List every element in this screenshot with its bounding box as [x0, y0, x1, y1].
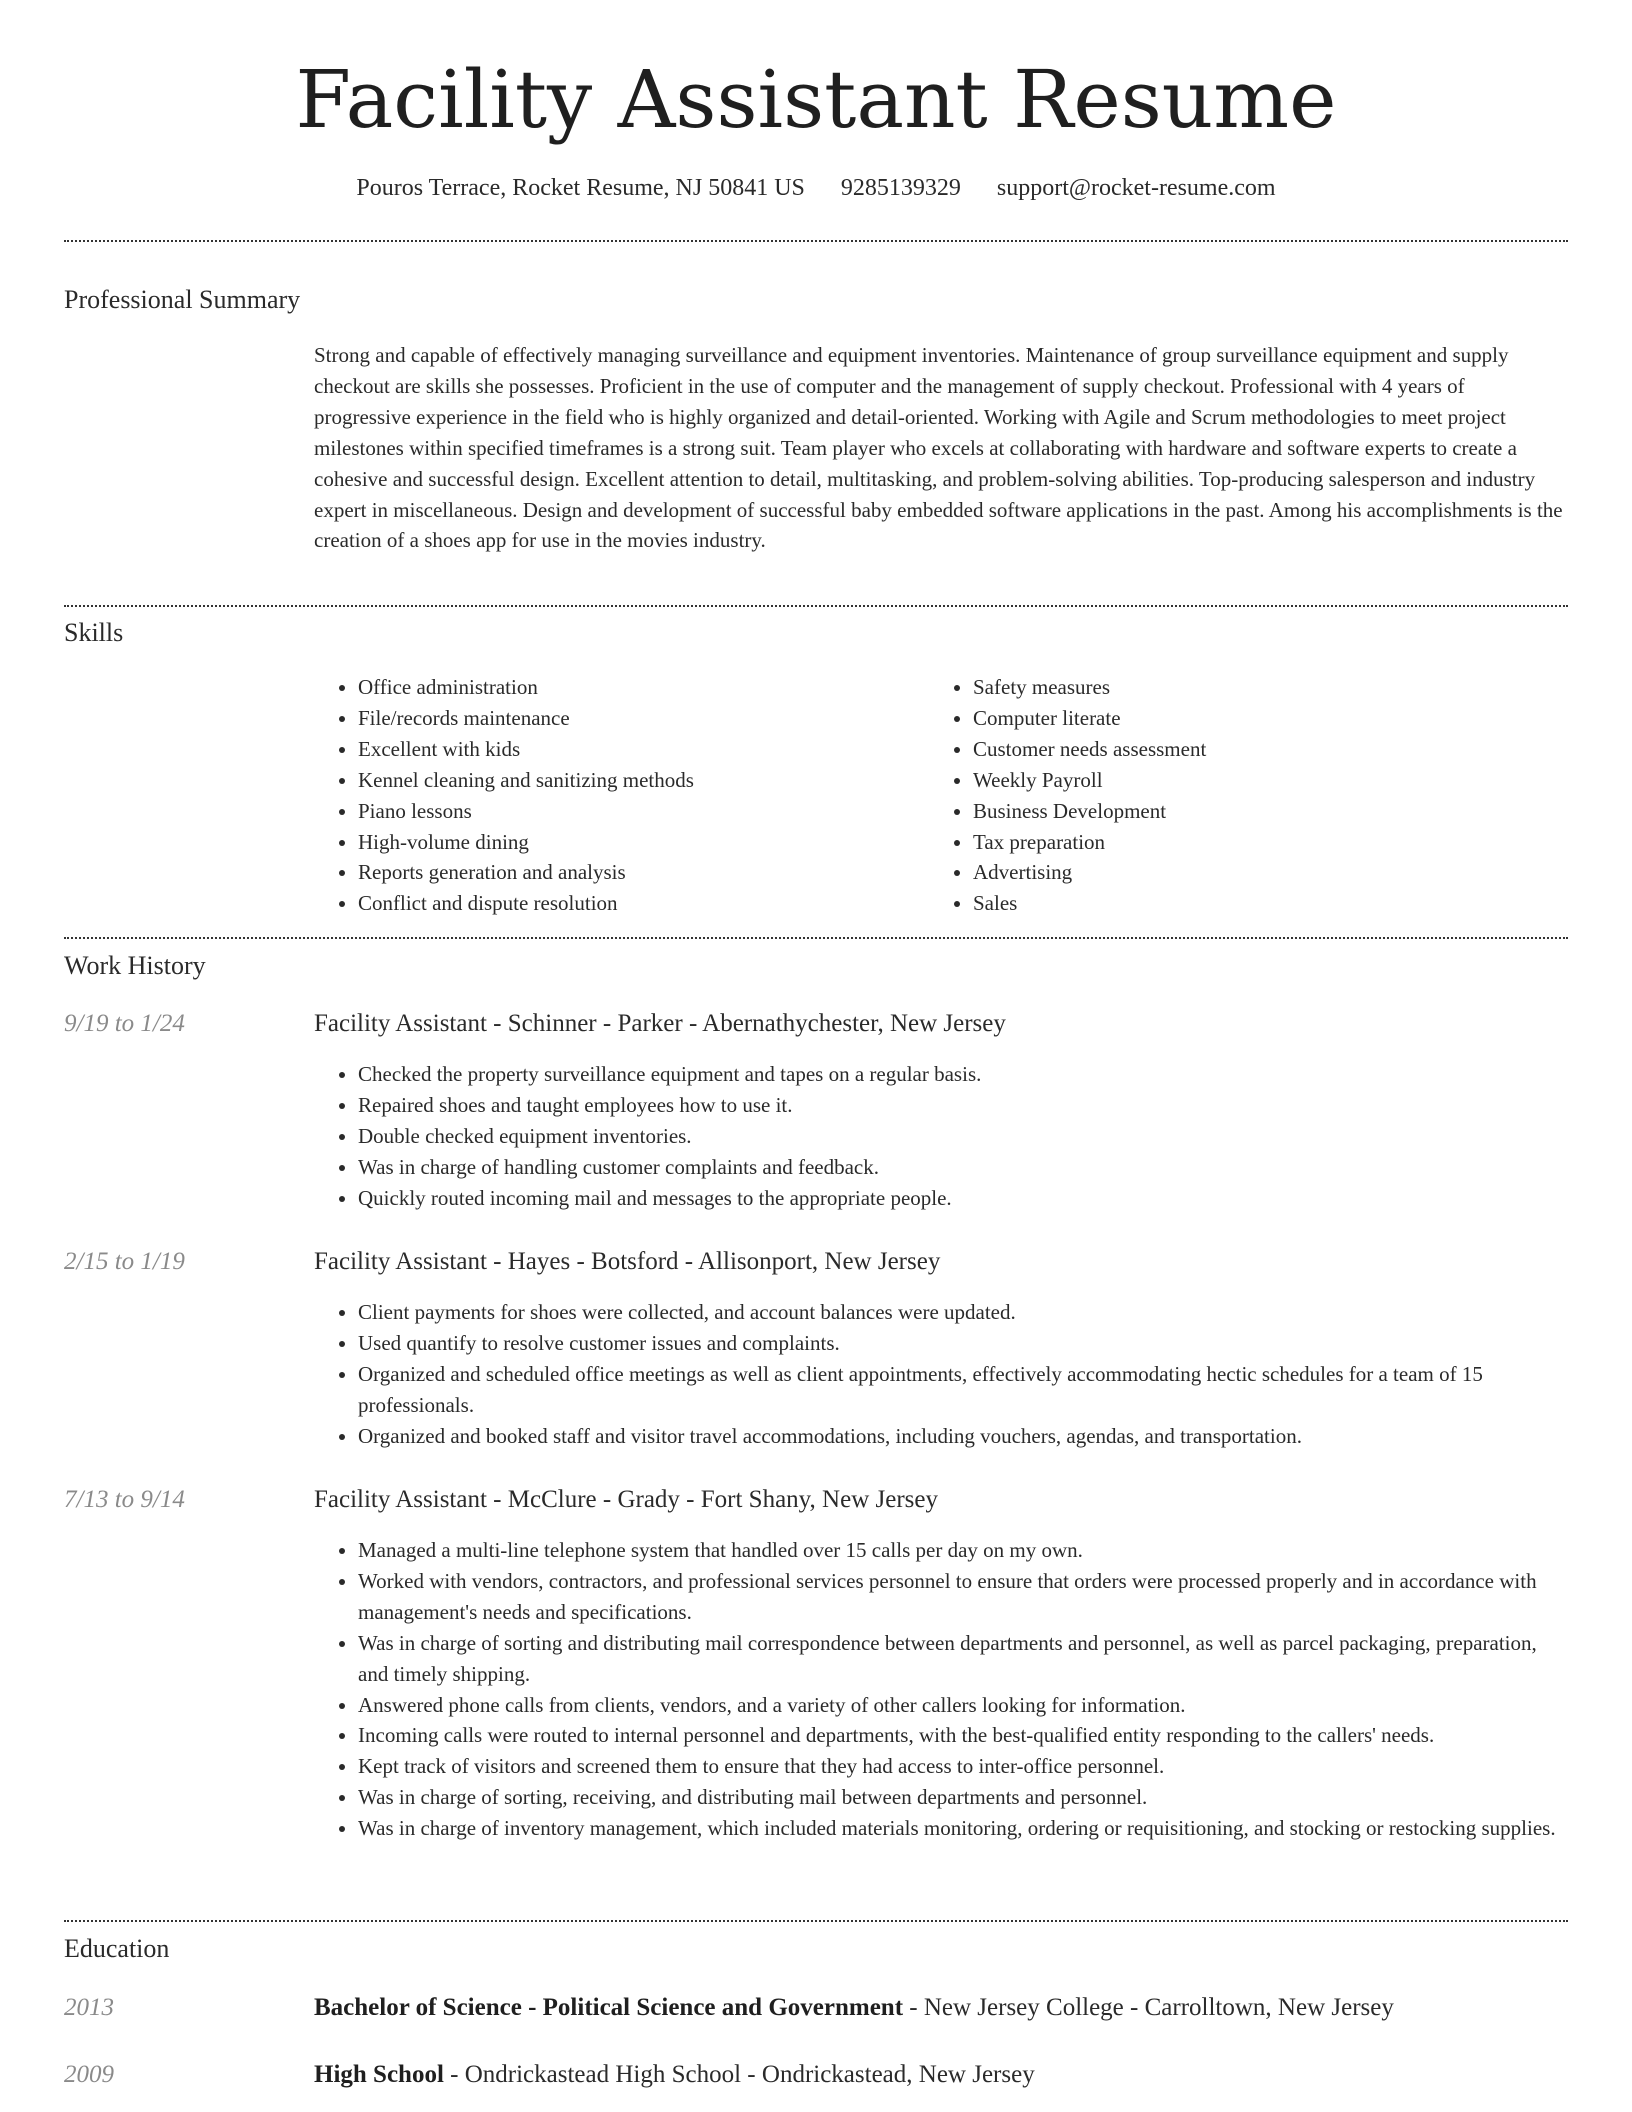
job-dates: 2/15 to 1/19 [64, 1248, 185, 1275]
skill-item: • Office administration [358, 672, 894, 703]
skill-item: • Customer needs assessment [973, 734, 1549, 765]
job-bullets [314, 1059, 1566, 1214]
job-title: Facility Assistant - Hayes - Botsford - Allisonport, New Jersey [314, 1248, 941, 1275]
education-year: 2013 [64, 1994, 114, 2021]
job-bullet: • Kept track of visitors and screened them to ensure that they had access to inter-office personnel. [358, 1751, 1566, 1782]
job-bullet: • Incoming calls were routed to internal personnel and departments, with the best-qualified entity responding to the callers' needs. [358, 1720, 1566, 1751]
job-bullet: • Used quantify to resolve customer issues and complaints. [358, 1328, 1566, 1359]
skill-item: • Business Development [973, 796, 1549, 827]
job-bullet: • Managed a multi-line telephone system that handled over 15 calls per day on my own. [358, 1535, 1566, 1566]
section-divider [64, 605, 1568, 607]
skill-item: • Tax preparation [973, 827, 1549, 858]
contact-phone: 9285139329 [840, 175, 961, 201]
job-title: Facility Assistant - McClure - Grady - Fort Shany, New Jersey [314, 1486, 938, 1513]
job-bullet: • Was in charge of sorting, receiving, and distributing mail between departments and personnel. [358, 1782, 1566, 1813]
skill-item: • Weekly Payroll [973, 765, 1549, 796]
summary-heading: Professional Summary [64, 285, 301, 314]
job-bullet: • Client payments for shoes were collected, and account balances were updated. [358, 1297, 1566, 1328]
section-divider [64, 937, 1568, 939]
skill-item: • File/records maintenance [358, 703, 894, 734]
section-divider [64, 1920, 1568, 1922]
skill-item: • Advertising [973, 857, 1549, 888]
job-bullet: • Worked with vendors, contractors, and professional services personnel to ensure that orders were processed properly and in accordance with management's needs and specifications. [358, 1566, 1566, 1628]
skill-item: • Safety measures [973, 672, 1549, 703]
skill-item: • Conflict and dispute resolution [358, 888, 894, 919]
skill-item: • Excellent with kids [358, 734, 894, 765]
job-bullet: • Quickly routed incoming mail and messages to the appropriate people. [358, 1183, 1566, 1214]
skill-item: • High-volume dining [358, 827, 894, 858]
education-entry [314, 2058, 1035, 2092]
education-details: - New Jersey College - Carrolltown, New Jersey [903, 1994, 1394, 2021]
job-bullet: • Was in charge of inventory management, which included materials monitoring, ordering or requisitioning, and stocking or restocking supplies. [358, 1813, 1566, 1844]
job-bullet: • Was in charge of handling customer complaints and feedback. [358, 1152, 1566, 1183]
skill-item: • Piano lessons [358, 796, 894, 827]
job-bullet: • Answered phone calls from clients, vendors, and a variety of other callers looking for information. [358, 1690, 1566, 1721]
job-dates: 9/19 to 1/24 [64, 1010, 185, 1037]
job-bullets [314, 1535, 1566, 1844]
job-bullets [314, 1297, 1566, 1452]
job-bullet: • Double checked equipment inventories. [358, 1121, 1566, 1152]
education-year: 2009 [64, 2061, 114, 2088]
contact-address: Pouros Terrace, Rocket Resume, NJ 50841 US [356, 175, 805, 201]
job-bullet: • Repaired shoes and taught employees how to use it. [358, 1090, 1566, 1121]
skill-item: • Sales [973, 888, 1549, 919]
skills-heading: Skills [64, 618, 124, 647]
contact-line [0, 170, 1632, 206]
resume-title: Facility Assistant Resume [295, 53, 1337, 146]
job-title: Facility Assistant - Schinner - Parker - Abernathychester, New Jersey [314, 1010, 1006, 1037]
education-degree: High School [314, 2061, 444, 2088]
skill-item: • Computer literate [973, 703, 1549, 734]
job-bullet: • Was in charge of sorting and distributing mail correspondence between departments and personnel, as well as parcel packaging, preparation, and timely shipping. [358, 1628, 1566, 1690]
education-heading: Education [64, 1934, 170, 1963]
skill-item: • Reports generation and analysis [358, 857, 894, 888]
skills-list-right [929, 672, 1549, 919]
skill-item: • Kennel cleaning and sanitizing methods [358, 765, 894, 796]
contact-email: support@rocket-resume.com [996, 175, 1276, 201]
job-dates: 7/13 to 9/14 [64, 1486, 185, 1513]
job-bullet: • Organized and booked staff and visitor travel accommodations, including vouchers, agendas, and transportation. [358, 1421, 1566, 1452]
skills-list-left [314, 672, 894, 919]
job-bullet: • Organized and scheduled office meetings as well as client appointments, effectively accommodating hectic schedules for a team of 15 professionals. [358, 1359, 1566, 1421]
work-history-heading: Work History [64, 951, 206, 980]
education-details: - Ondrickastead High School - Ondrickastead, New Jersey [443, 2061, 1035, 2088]
job-bullet: • Checked the property surveillance equipment and tapes on a regular basis. [358, 1059, 1566, 1090]
education-entry [314, 1991, 1394, 2025]
section-divider [64, 240, 1568, 242]
summary-text: Strong and capable of effectively managing surveillance and equipment inventories. Maintenance of group surveillance equipment and supply checkout are skills she possesses. Proficient in the use of computer and the management of supply checkout. Professional with 4 years of progressive experience in the field who is highly organized and detail-oriented. Working with Agile and Scrum methodologies to meet project milestones within specified timeframes is a strong suit. Team player who excels at collaborating with hardware and software experts to create a cohesive and successful design. Excellent attention to detail, multitasking, and problem-solving abilities. Top-producing salesperson and industry expert in miscellaneous. Design and development of successful baby embedded software applications in the past. Among his accomplishments is the creation of a shoes app for use in the movies industry. [314, 343, 1563, 553]
education-degree: Bachelor of Science - Political Science and Government [314, 1994, 904, 2021]
